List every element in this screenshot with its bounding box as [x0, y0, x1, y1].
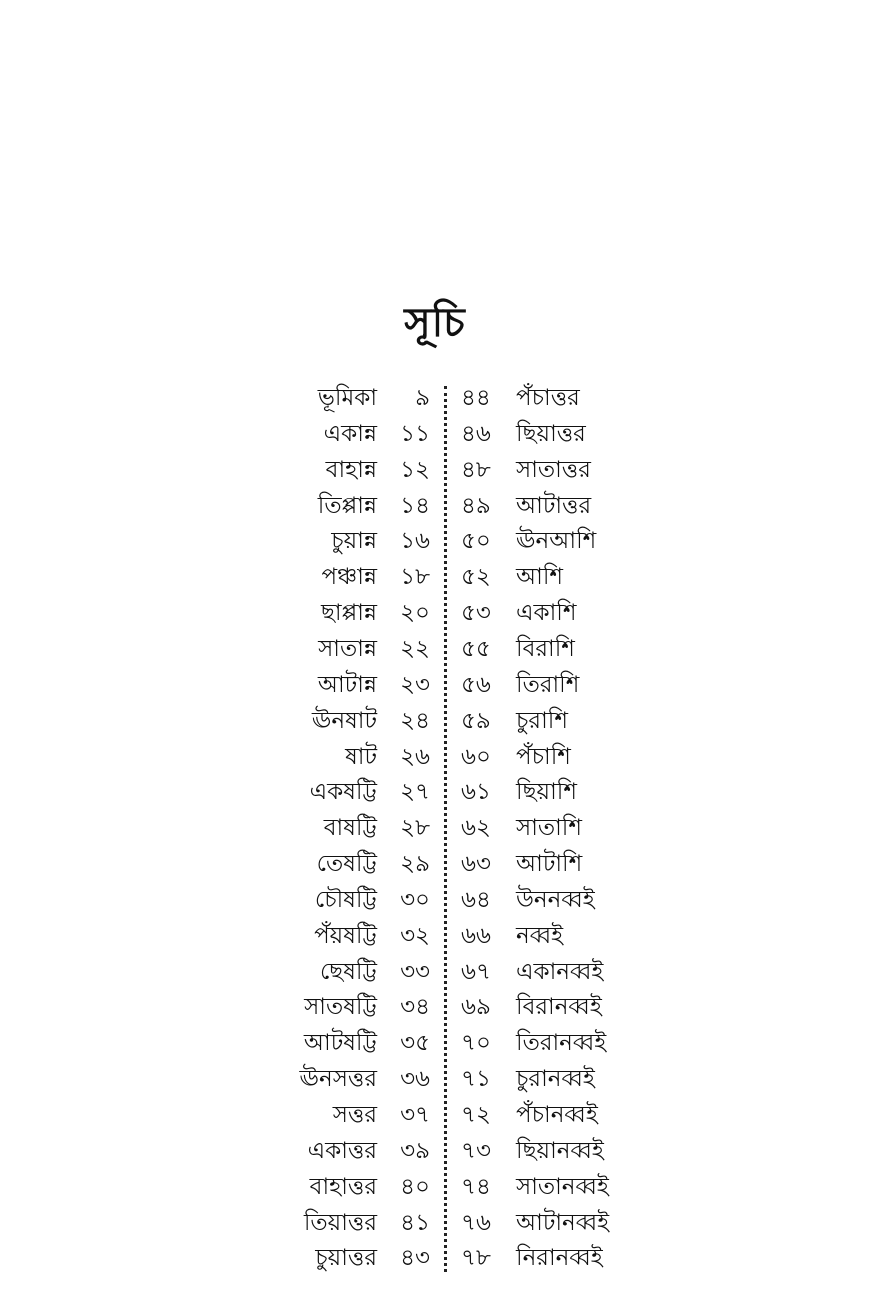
toc-row — [0, 846, 870, 882]
right-entry-page-number: ৫২ — [461, 564, 491, 591]
left-entry-page-number: ১৬ — [400, 528, 430, 555]
toc-row — [0, 523, 870, 559]
right-entry-title[interactable]: আটাত্তর — [516, 492, 592, 519]
toc-row — [0, 918, 870, 954]
left-entry-page-number: ৪১ — [400, 1209, 430, 1236]
toc-row — [0, 667, 870, 703]
right-entry-title[interactable]: পঁচাত্তর — [516, 385, 580, 411]
right-entry-page-number: ৫৫ — [461, 635, 491, 662]
left-entry-title[interactable]: সাতষট্টি — [304, 994, 377, 1021]
left-entry-page-number: ২৯ — [400, 851, 430, 878]
right-entry-title[interactable]: ঊনআশি — [516, 528, 597, 555]
right-entry-title[interactable]: চুরাশি — [516, 707, 568, 734]
right-entry-page-number: ৭০ — [461, 1030, 491, 1057]
left-entry-page-number: ২২ — [400, 635, 430, 662]
left-entry-title[interactable]: তেষট্টি — [316, 851, 377, 878]
right-entry-title[interactable]: বিরাশি — [516, 635, 575, 662]
left-entry-page-number: ২৪ — [400, 707, 430, 734]
left-entry-page-number: ২০ — [400, 600, 430, 627]
left-entry-title[interactable]: সাতান্ন — [318, 635, 377, 662]
left-entry-title[interactable]: চৌষট্টি — [314, 886, 377, 913]
left-entry-title[interactable]: তিয়াত্তর — [303, 1209, 377, 1236]
left-entry-page-number: ২৬ — [400, 743, 430, 770]
toc-row — [0, 882, 870, 918]
left-entry-page-number: ২৩ — [400, 671, 430, 698]
toc-row — [0, 703, 870, 739]
left-entry-title[interactable]: চুয়ান্ন — [331, 528, 377, 555]
toc-row — [0, 488, 870, 524]
toc-row — [0, 1097, 870, 1133]
right-entry-page-number: ৭৩ — [461, 1137, 491, 1164]
left-entry-page-number: ১২ — [400, 456, 430, 483]
right-entry-page-number: ৭৬ — [461, 1209, 491, 1236]
right-entry-page-number: ৬৪ — [461, 886, 491, 913]
left-entry-title[interactable]: একান্ন — [323, 420, 377, 447]
toc-row — [0, 631, 870, 667]
left-entry-title[interactable]: একাত্তর — [307, 1137, 377, 1164]
left-entry-title[interactable]: ভূমিকা — [317, 385, 377, 411]
right-entry-title[interactable]: চুরানব্বই — [516, 1066, 595, 1093]
left-entry-page-number: ৩০ — [400, 886, 430, 913]
toc-row — [0, 452, 870, 488]
toc-row — [0, 1025, 870, 1061]
left-entry-page-number: ৩৭ — [400, 1102, 430, 1128]
right-entry-title[interactable]: পঁচানব্বই — [516, 1102, 598, 1128]
right-entry-title[interactable]: উননব্বই — [516, 886, 595, 913]
toc-row — [0, 416, 870, 452]
right-entry-page-number: ৫৯ — [461, 707, 491, 734]
left-entry-page-number: ৩৫ — [400, 1030, 430, 1057]
right-entry-title[interactable]: একানব্বই — [516, 958, 604, 985]
left-entry-title[interactable]: বাহান্ন — [325, 456, 377, 483]
right-entry-title[interactable]: পঁচাশি — [516, 743, 571, 770]
right-entry-title[interactable]: সাতানব্বই — [516, 1173, 609, 1200]
right-entry-page-number: ৪৮ — [461, 456, 491, 483]
left-entry-page-number: ১৮ — [400, 564, 430, 591]
right-entry-page-number: ৫৬ — [461, 671, 491, 698]
left-entry-title[interactable]: পঞ্চান্ন — [321, 564, 377, 591]
toc-row — [0, 1061, 870, 1097]
left-entry-page-number: ৯ — [415, 385, 430, 411]
left-entry-title[interactable]: ষাট — [345, 743, 377, 770]
right-entry-title[interactable]: নব্বই — [516, 922, 564, 949]
right-entry-page-number: ৬০ — [461, 743, 491, 770]
toc-row — [0, 595, 870, 631]
left-entry-title[interactable]: তিপ্পান্ন — [317, 492, 377, 519]
left-entry-title[interactable]: বাহাত্তর — [309, 1173, 377, 1200]
left-entry-page-number: ৪৩ — [400, 1245, 430, 1272]
right-entry-title[interactable]: ছিয়াত্তর — [516, 420, 586, 447]
left-entry-page-number: ৩৪ — [400, 994, 430, 1021]
right-entry-title[interactable]: নিরানব্বই — [516, 1245, 603, 1272]
toc-row — [0, 1205, 870, 1241]
right-entry-page-number: ৭৪ — [461, 1173, 491, 1200]
right-entry-page-number: ৪৪ — [461, 385, 491, 411]
left-entry-page-number: ৩৬ — [400, 1066, 430, 1093]
right-entry-page-number: ৫০ — [461, 528, 491, 555]
toc-row — [0, 739, 870, 775]
left-entry-page-number: ৩২ — [400, 922, 430, 949]
right-entry-page-number: ৬২ — [461, 815, 491, 842]
right-entry-title[interactable]: তিরানব্বই — [516, 1030, 607, 1057]
toc-row — [0, 1240, 870, 1276]
right-entry-page-number: ৬৯ — [461, 994, 491, 1021]
right-entry-title[interactable]: আটানব্বই — [516, 1209, 610, 1236]
toc-row — [0, 954, 870, 990]
right-entry-title[interactable]: একাশি — [516, 600, 577, 627]
right-entry-page-number: ৬৭ — [461, 958, 491, 985]
right-entry-title[interactable]: সাতাশি — [516, 815, 582, 842]
left-entry-title[interactable]: সত্তর — [332, 1102, 377, 1128]
right-entry-page-number: ৭৮ — [461, 1245, 491, 1272]
right-entry-page-number: ৪৬ — [461, 420, 491, 447]
left-entry-page-number: ৩৯ — [400, 1137, 430, 1164]
right-entry-title[interactable]: ছিয়ানব্বই — [516, 1137, 604, 1164]
left-entry-title[interactable]: ঊনসত্তর — [299, 1066, 377, 1093]
left-entry-title[interactable]: ছাপ্পান্ন — [320, 600, 377, 627]
right-entry-title[interactable]: সাতাত্তর — [516, 456, 591, 483]
toc-row — [0, 559, 870, 595]
left-entry-title[interactable]: পঁয়ষট্টি — [314, 922, 377, 949]
left-entry-title[interactable]: আটষট্টি — [303, 1030, 377, 1057]
left-entry-page-number: ২৭ — [400, 779, 430, 806]
left-entry-title[interactable]: ঊনষাট — [311, 707, 377, 734]
toc-row — [0, 1133, 870, 1169]
toc-row — [0, 810, 870, 846]
left-entry-page-number: ১১ — [400, 420, 430, 447]
left-entry-page-number: ৪০ — [400, 1173, 430, 1200]
toc-row — [0, 380, 870, 416]
right-entry-title[interactable]: বিরানব্বই — [516, 994, 602, 1021]
left-entry-title[interactable]: ছেষট্টি — [319, 958, 377, 985]
left-entry-page-number: ১৪ — [400, 492, 430, 519]
right-entry-title[interactable]: ছিয়াশি — [516, 779, 577, 806]
table-of-contents — [0, 380, 870, 1280]
right-entry-page-number: ৭২ — [461, 1102, 491, 1128]
right-entry-title[interactable]: তিরাশি — [516, 671, 580, 698]
right-entry-page-number: ৬১ — [461, 779, 491, 806]
left-entry-title[interactable]: আটান্ন — [317, 671, 377, 698]
right-entry-page-number: ৫৩ — [461, 600, 491, 627]
left-entry-page-number: ২৮ — [400, 815, 430, 842]
left-entry-title[interactable]: বাষট্টি — [323, 815, 377, 842]
right-entry-title[interactable]: আটাশি — [516, 851, 583, 878]
right-entry-page-number: ৬৬ — [461, 922, 491, 949]
right-entry-page-number: ৭১ — [461, 1066, 491, 1093]
left-entry-page-number: ৩৩ — [400, 958, 430, 985]
left-entry-title[interactable]: চুয়াত্তর — [315, 1245, 377, 1272]
toc-row — [0, 774, 870, 810]
toc-row — [0, 989, 870, 1025]
right-entry-title[interactable]: আশি — [516, 564, 564, 591]
left-entry-title[interactable]: একষট্টি — [309, 779, 377, 806]
right-entry-page-number: ৬৩ — [461, 851, 491, 878]
toc-row — [0, 1169, 870, 1205]
right-entry-page-number: ৪৯ — [461, 492, 491, 519]
page-title: সূচি — [404, 300, 466, 346]
